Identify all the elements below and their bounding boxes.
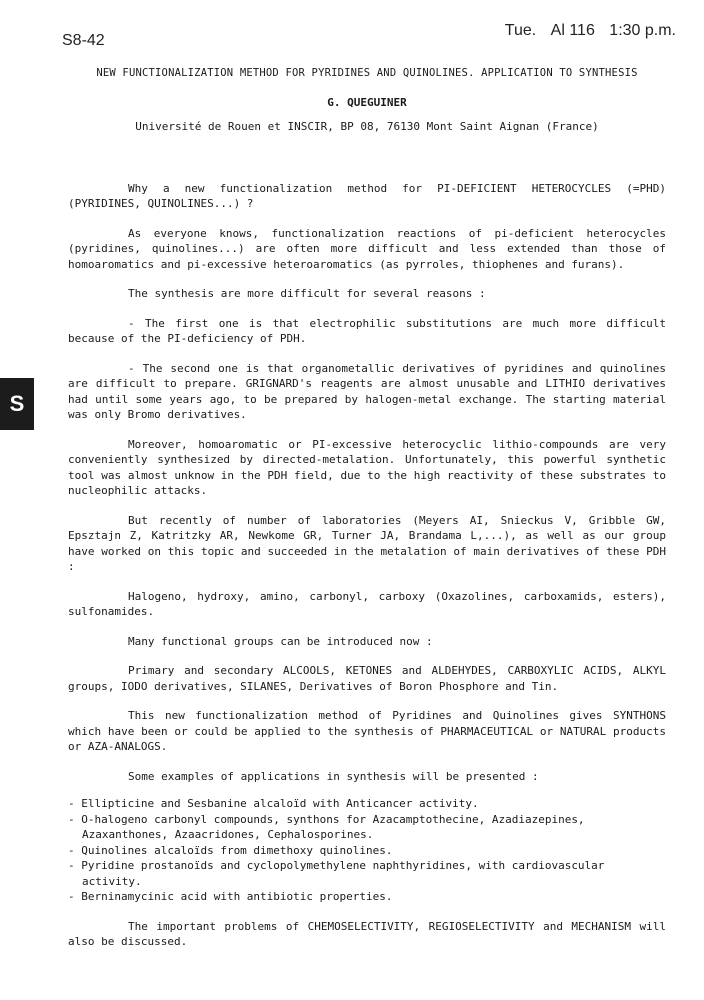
paragraph-derivatives: Halogeno, hydroxy, amino, carbonyl, carboxy (Oxazolines, carboxamids, esters), sulfonamides. [68, 589, 666, 618]
session-room: Al 116 [550, 22, 595, 39]
list-item: - Berninamycinic acid with antibiotic properties. [68, 890, 393, 903]
paragraph-reason-two: - The second one is that organometallic derivatives of pyridines and quinolines are difficult to prepare. GRIGNARD's reagents are almost unusable and LITHIO derivatives had until some years ago, to be prepared by halogen-metal exchange. The starting material was only Bromo derivatives. [68, 361, 666, 421]
examples-list [68, 796, 666, 905]
paragraph-moreover: Moreover, homoaromatic or PI-excessive heterocyclic lithio-compounds are very conveniently synthesized by directed-metalation. Unfortunately, this powerful synthetic tool was almost unknow in the PDH field, due to the high reactivity of these substrates to nucleophilic attacks. [68, 437, 666, 497]
list-item: - Pyridine prostanoïds and cyclopolymethylene naphthyridines, with cardiovascular activity. [68, 859, 605, 888]
paragraph-intro-question: Why a new functionalization method for PI-DEFICIENT HETEROCYCLES (=PHD) (PYRIDINES, QUINOLINES...) ? [68, 181, 666, 210]
list-item: - O-halogeno carbonyl compounds, synthons for Azacamptothecine, Azadiazepines, Azaxanthones, Azaacridones, Cephalosporines. [68, 812, 585, 841]
affiliation: Université de Rouen et INSCIR, BP 08, 76130 Mont Saint Aignan (France) [135, 120, 599, 133]
list-item: - Ellipticine and Sesbanine alcaloïd with Anticancer activity. [68, 797, 479, 810]
section-tab: S [0, 378, 34, 430]
paragraph-reasons: The synthesis are more difficult for several reasons : [128, 287, 486, 300]
session-info [495, 22, 676, 40]
paragraph-functional-groups: Many functional groups can be introduced now : [128, 634, 433, 648]
paragraph-closing: The important problems of CHEMOSELECTIVITY, REGIOSELECTIVITY and MECHANISM will also be discussed. [68, 919, 666, 948]
paragraph-synthons: This new functionalization method of Pyridines and Quinolines gives SYNTHONS which have been or could be applied to the synthesis of PHARMACEUTICAL or NATURAL products or AZA-ANALOGS. [68, 709, 666, 753]
session-time: 1:30 p.m. [609, 22, 676, 39]
session-code: S8-42 [62, 32, 105, 49]
abstract-page [68, 66, 666, 950]
session-day: Tue. [504, 22, 537, 39]
paragraph-background: As everyone knows, functionalization reactions of pi-deficient heterocycles (pyridines, quinolines...) are often more difficult and less extended than those of homoaromatics and pi-excessive heteroaromatics (as pyrroles, thiophenes and furans). [68, 226, 666, 271]
list-item: - Quinolines alcaloïds from dimethoxy quinolines. [68, 843, 393, 857]
paragraph-group-list: Primary and secondary ALCOOLS, KETONES and ALDEHYDES, CARBOXYLIC ACIDS, ALKYL groups, IODO derivatives, SILANES, Derivatives of Boron Phosphore and Tin. [68, 664, 666, 693]
paragraph-reason-one: - The first one is that electrophilic substitutions are much more difficult because of the PI-deficiency of PDH. [68, 316, 666, 345]
abstract-title: NEW FUNCTIONALIZATION METHOD FOR PYRIDINES AND QUINOLINES. APPLICATION TO SYNTHESIS [96, 67, 638, 79]
paragraph-recent-work: But recently of number of laboratories (Meyers AI, Snieckus V, Gribble GW, Epsztajn Z, Katritzky AR, Newkome GR, Turner JA, Brandama L,...), as well as our group have worked on this topic and succeeded in the metalation of main derivatives of these PDH : [68, 513, 666, 573]
author-name: G. QUEGUINER [327, 95, 407, 109]
paragraph-examples-intro: Some examples of applications in synthesis will be presented : [128, 769, 539, 783]
